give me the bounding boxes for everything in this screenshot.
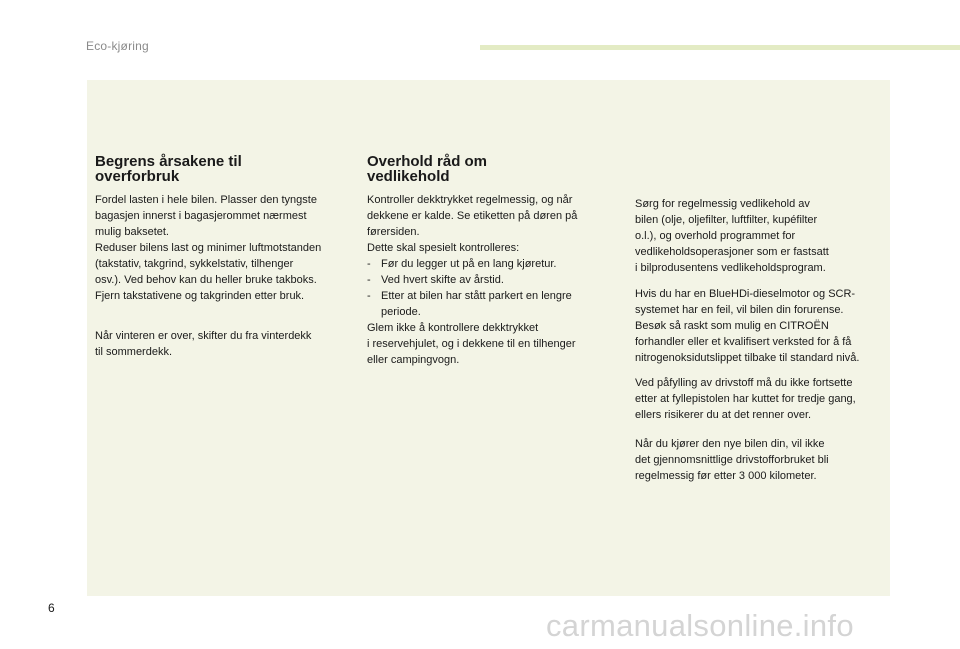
text-line: til sommerdekk. [95,346,173,358]
bullet-text: Før du legger ut på en lang kjøretur. [381,258,557,270]
text-line: (takstativ, takgrind, sykkelstativ, tilhenger [95,258,294,270]
text-line: dekkene er kalde. Se etiketten på døren på [367,210,578,222]
text-line: førersiden. [367,226,420,238]
heading-line: vedlikehold [367,168,450,185]
paragraph-new-car [635,436,829,484]
text-line: Ved påfylling av drivstoff må du ikke fortsette [635,377,853,389]
text-line: Fjern takstativene og takgrinden etter bruk. [95,290,305,302]
bullet-text: periode. [381,306,421,318]
text-line: Besøk så raskt som mulig en CITROËN [635,320,829,332]
bullet-text: Ved hvert skifte av årstid. [381,274,504,286]
heading-line: Begrens årsakene til [95,153,242,170]
text-line: Reduser bilens last og minimer luftmotstanden [95,242,322,254]
heading-reduce-consumption [95,154,242,184]
bullet-item [367,288,577,320]
text-line: Kontroller dekktrykket regelmessig, og når [367,194,573,206]
text-line: i bilprodusentens vedlikeholdsprogram. [635,262,826,274]
text-line: bilen (olje, oljefilter, luftfilter, kupéfilter [635,214,818,226]
paragraph-tyre-pressure [367,192,577,368]
text-line: regelmessig før etter 3 000 kilometer. [635,470,817,482]
paragraph-winter-tyres [95,328,311,360]
paragraph-regular-maintenance [635,196,829,276]
text-line: ellers risikerer du at det renner over. [635,409,812,421]
bullet-dash: - [367,274,371,286]
text-line: nitrogenoksidutslippet tilbake til standard nivå. [635,352,860,364]
section-title: Eco-kjøring [86,39,149,53]
text-line: eller campingvogn. [367,354,460,366]
text-line: systemet har en feil, vil bilen din forurense. [635,304,844,316]
text-line: o.l.), og overhold programmet for [635,230,796,242]
text-line: Når du kjører den nye bilen din, vil ikke [635,438,825,450]
text-line: Fordel lasten i hele bilen. Plasser den tyngste [95,194,317,206]
text-line: etter at fyllepistolen har kuttet for tredje gang, [635,393,856,405]
text-line: Dette skal spesielt kontrolleres: [367,242,520,254]
bullet-text: Etter at bilen har stått parkert en lengre [381,290,572,302]
text-line: Når vinteren er over, skifter du fra vinterdekk [95,330,312,342]
bullet-dash: - [367,258,371,270]
header-accent-bar [480,45,960,50]
paragraph-load-distribution [95,192,321,304]
text-line: bagasjen innerst i bagasjerommet nærmest [95,210,307,222]
heading-maintenance [367,154,487,184]
heading-line: Overhold råd om [367,153,488,170]
heading-line: overforbruk [95,168,180,185]
text-line: Hvis du har en BlueHDi-dieselmotor og SCR- [635,288,856,300]
text-line: Glem ikke å kontrollere dekktrykket [367,322,539,334]
text-line: forhandler eller et kvalifisert verksted for å få [635,336,852,348]
watermark: carmanualsonline.info [546,608,854,643]
text-line: i reservehjulet, og i dekkene til en tilhenger [367,338,576,350]
paragraph-refuelling [635,375,856,423]
bullet-item [367,256,577,272]
text-line: Sørg for regelmessig vedlikehold av [635,198,810,210]
text-line: mulig baksetet. [95,226,169,238]
paragraph-scr-system [635,286,859,366]
text-line: vedlikeholdsoperasjoner som er fastsatt [635,246,829,258]
bullet-dash: - [367,290,371,302]
bullet-item [367,272,577,288]
text-line: det gjennomsnittlige drivstofforbruket bli [635,454,829,466]
text-line: osv.). Ved behov kan du heller bruke takboks. [95,274,317,286]
page-number: 6 [48,601,55,615]
